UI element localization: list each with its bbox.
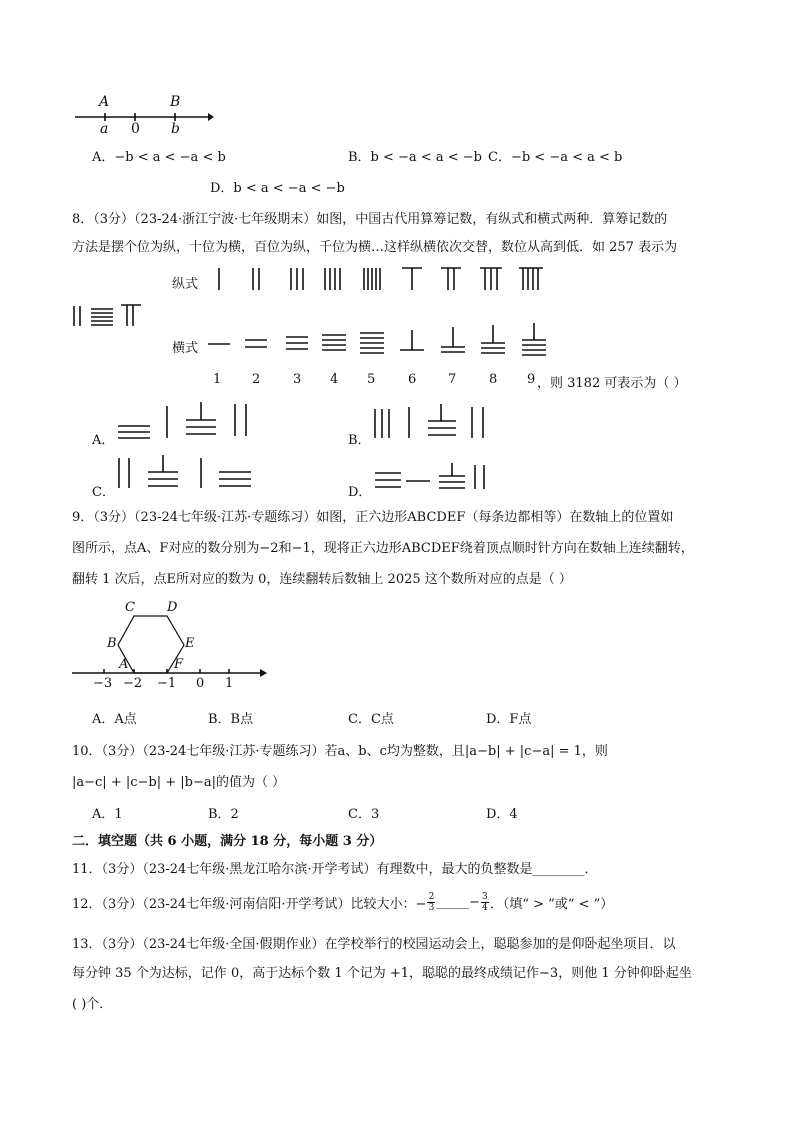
q8-digit-6: 6 — [408, 372, 417, 387]
q12-fraction-1 — [427, 892, 435, 913]
q8-digit-3: 3 — [293, 372, 302, 387]
q8-option-b[interactable]: B． — [348, 433, 371, 448]
q10-stem-line2: |a−c| + |c−b| + |b−a|的值为（ ） — [72, 775, 286, 790]
q12-fraction-2 — [481, 892, 489, 913]
q9-vertex-E: E — [185, 636, 195, 651]
q9-option-d[interactable]: D．F点 — [486, 712, 532, 727]
q8-digit-5: 5 — [367, 372, 376, 387]
q9-vertex-D: D — [167, 600, 178, 615]
q9-option-c[interactable]: C．C点 — [348, 712, 394, 727]
q7-option-a[interactable]: A．−b < a < −a < b — [92, 150, 226, 165]
q7-option-c[interactable]: C．−b < −a < a < b — [488, 150, 623, 165]
q9-vertex-C: C — [125, 600, 135, 615]
q8-heng-label: 横式 — [172, 341, 199, 356]
q12-suffix: ．（填“ > ”或“ < ”） — [489, 897, 614, 912]
q9-tick-minus1: −1 — [157, 676, 177, 691]
q9-tick-minus2: −2 — [123, 676, 143, 691]
q10-option-c[interactable]: C．3 — [348, 807, 380, 822]
q8-digit-8: 8 — [489, 372, 498, 387]
q12-prefix: 12．（3分）（23-24七年级·河南信阳·开学考试）比较大小：− — [72, 897, 427, 912]
q11-stem: 11．（3分）（23-24七年级·黑龙江哈尔滨·开学考试）有理数中，最大的负整数是________． — [72, 862, 598, 877]
q9-tick-minus3: −3 — [93, 676, 113, 691]
section-2-heading: 二．填空题（共 6 小题，满分 18 分，每小题 3 分） — [72, 834, 383, 849]
q7-option-b[interactable]: B．b < −a < a < −b — [348, 150, 482, 165]
q8-stem-line2: 方法是摆个位为纵，十位为横，百位为纵，千位为横…这样纵横依次交替，数位从高到低．如 257 表示为 — [72, 240, 678, 255]
q12-stem — [72, 892, 613, 913]
q8-digit-9: 9 — [527, 372, 536, 387]
q12-mid[interactable]: _____− — [436, 895, 480, 910]
q10-option-b[interactable]: B．2 — [208, 807, 239, 822]
q8-stem-tail: ，则 3182 可表示为（ ） — [537, 376, 687, 391]
q9-option-b[interactable]: B．B点 — [208, 712, 254, 727]
q13-stem-line2: 每分钟 35 个为达标，记作 0，高于达标个数 1 个记为 +1，聪聪的最终成绩记作−3，则他 1 分钟仰卧起坐 — [72, 966, 692, 981]
q8-digit-1: 1 — [213, 372, 222, 387]
q9-stem-line2: 图所示，点A、F对应的数分别为−2和−1，现将正六边形ABCDEF绕着顶点顺时针方向在数轴上连续翻转， — [72, 541, 694, 556]
q12-frac2-num: 3 — [481, 892, 488, 902]
q8-option-c[interactable]: C． — [92, 485, 115, 500]
q9-stem-line1: 9．（3分）（23-24七年级·江苏·专题练习）如图，正六边形ABCDEF（每条边都相等）在数轴上的位置如 — [72, 510, 674, 525]
q12-frac1-den: 3 — [428, 903, 435, 913]
q8-digit-7: 7 — [448, 372, 457, 387]
q12-frac1-num: 2 — [428, 892, 435, 902]
q8-option-a[interactable]: A． — [92, 433, 115, 448]
q9-stem-line3: 翻转 1 次后，点E所对应的数为 0，连续翻转后数轴上 2025 这个数所对应的点是（ ） — [72, 572, 572, 587]
q8-option-d[interactable]: D． — [348, 485, 372, 500]
q10-option-a[interactable]: A．1 — [92, 807, 123, 822]
q8-digit-4: 4 — [330, 372, 339, 387]
q8-stem-line1: 8．（3分）（23-24·浙江宁波·七年级期末）如图，中国古代用算筹记数，有纵式和横式两种．算筹记数的 — [72, 212, 668, 227]
q8-zong-label: 纵式 — [172, 277, 199, 292]
q10-option-d[interactable]: D．4 — [486, 807, 518, 822]
q9-tick-1: 1 — [225, 676, 234, 691]
q7-point-A-label: A — [99, 94, 110, 110]
q9-option-a[interactable]: A．A点 — [92, 712, 137, 727]
q7-tick-b: b — [171, 121, 180, 137]
q13-stem-line3[interactable]: ( )个． — [72, 997, 113, 1012]
q7-option-d[interactable]: D．b < a < −a < −b — [210, 181, 345, 196]
q9-tick-0: 0 — [196, 676, 205, 691]
q9-vertex-A: A — [119, 657, 129, 672]
q9-vertex-F: F — [174, 657, 184, 672]
q8-digit-2: 2 — [252, 372, 261, 387]
q12-frac2-den: 4 — [481, 903, 488, 913]
q7-tick-a: a — [100, 121, 109, 137]
q7-tick-0: 0 — [131, 121, 140, 137]
q7-point-B-label: B — [170, 94, 181, 110]
q10-stem-line1: 10．（3分）（23-24七年级·江苏·专题练习）若a、b、c均为整数，且|a−b| + |c−a| = 1，则 — [72, 744, 608, 759]
q13-stem-line1: 13．（3分）（23-24七年级·全国·假期作业）在学校举行的校园运动会上，聪聪参加的是仰卧起坐项目．以 — [72, 937, 676, 952]
q9-vertex-B: B — [107, 636, 117, 651]
